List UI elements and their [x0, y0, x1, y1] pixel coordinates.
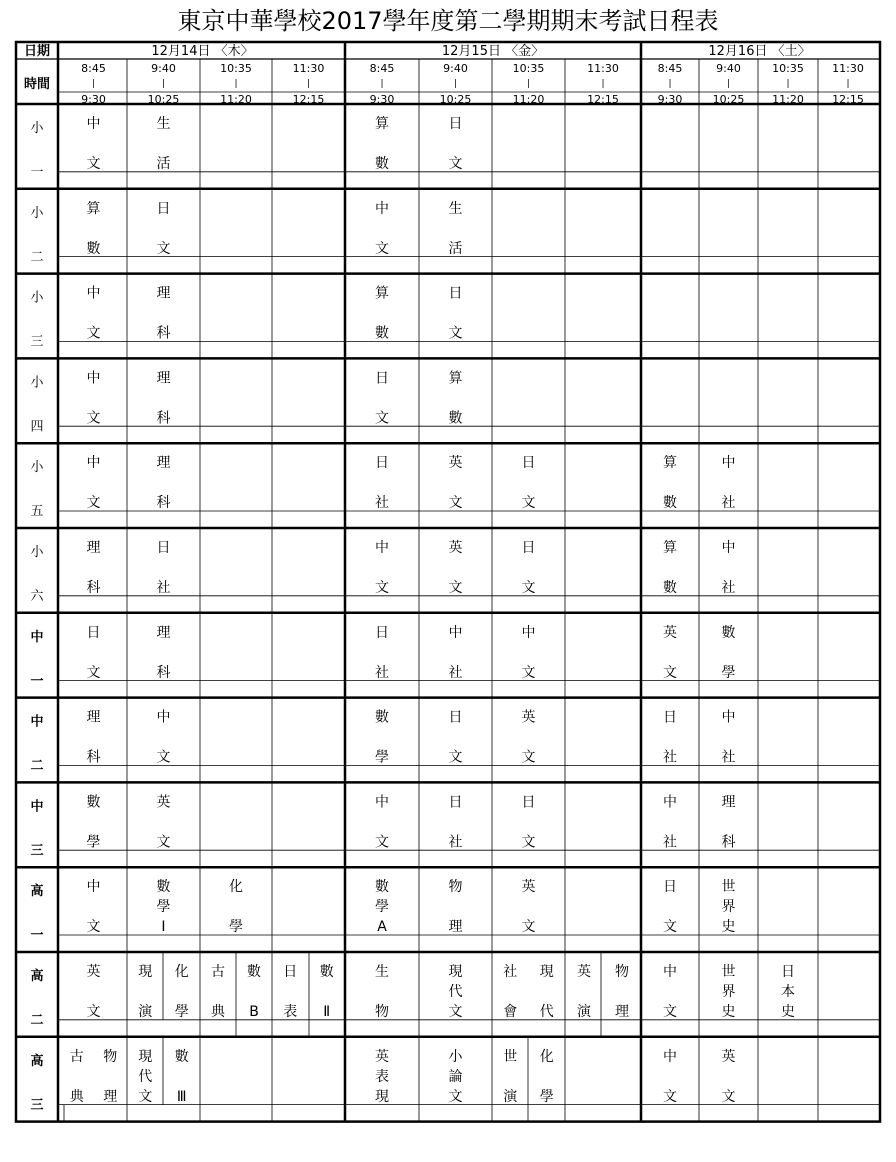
subject-char: 數	[375, 879, 389, 896]
subject-char: 物	[448, 879, 463, 896]
subject-char: 文	[138, 1088, 153, 1105]
subject-char: 中	[721, 455, 736, 472]
subject-char: 世	[721, 964, 736, 980]
subject-char: 文	[375, 410, 389, 427]
subject-char: 中	[86, 285, 101, 302]
slot-time-dash: |	[601, 79, 605, 89]
subject-char: 日	[448, 285, 463, 302]
subject-char: I	[161, 919, 166, 936]
subject-char: 本	[781, 984, 795, 1000]
subject-char: 現	[539, 964, 554, 980]
subject-char: 日	[156, 200, 171, 217]
subject-char: 日	[521, 794, 536, 811]
subject-char: 算	[663, 455, 677, 472]
slot-end-time: 12:15	[587, 93, 619, 106]
slot-time-dash: |	[453, 79, 458, 89]
subject-char: 代	[138, 1068, 153, 1085]
subject-char: 數	[375, 325, 389, 342]
subject-char: 文	[86, 156, 101, 172]
slot-time-dash: |	[786, 79, 790, 89]
subject-char: 文	[86, 1004, 101, 1020]
subject-char: 英	[448, 540, 463, 556]
subject-char: 代	[539, 1004, 554, 1020]
subject-char: 學	[156, 899, 171, 916]
subject-char: 社	[375, 495, 389, 512]
subject-char: 社	[721, 749, 736, 766]
subject-char: 化	[539, 1048, 554, 1065]
subject-char: 界	[721, 984, 736, 1000]
slot-end-time: 12:15	[292, 93, 325, 106]
subject-char: 日	[86, 624, 101, 641]
slot-start-time: 11:30	[292, 62, 325, 75]
slot-end-time: 11:20	[512, 93, 545, 106]
subject-char: 算	[375, 285, 389, 302]
grade-label: 小	[30, 205, 44, 221]
subject-char: 數	[375, 156, 389, 172]
subject-char: 英	[521, 709, 536, 726]
subject-char: 文	[663, 919, 677, 936]
subject-char: Ⅲ	[176, 1088, 187, 1105]
subject-char: 文	[156, 240, 171, 257]
subject-char: 史	[721, 1004, 736, 1020]
subject-char: 理	[103, 1088, 118, 1105]
subject-char: 現	[138, 964, 153, 980]
slot-end-time: 9:30	[657, 93, 683, 106]
subject-char: 理	[86, 540, 101, 556]
subject-char: 學	[375, 749, 389, 766]
grade-label: 二	[30, 249, 44, 265]
subject-char: 典	[211, 1004, 225, 1020]
subject-char: 日	[448, 116, 463, 132]
grade-label: 六	[30, 589, 44, 604]
subject-char: 理	[156, 455, 171, 472]
subject-char: 中	[86, 116, 101, 132]
subject-char: 化	[174, 964, 189, 980]
slot-start-time: 11:30	[832, 62, 864, 75]
subject-char: 日	[156, 540, 171, 556]
slot-end-time: 9:30	[81, 93, 106, 106]
subject-char: 文	[663, 1004, 677, 1020]
subject-char: 現	[375, 1088, 389, 1105]
subject-char: 小	[448, 1048, 463, 1065]
subject-char: 數	[448, 410, 463, 427]
subject-char: 日	[663, 709, 677, 726]
subject-char: 中	[663, 964, 677, 980]
subject-char: 理	[448, 919, 463, 936]
subject-char: 生	[156, 116, 171, 132]
slot-start-time: 8:45	[81, 62, 106, 75]
slot-time-dash: |	[161, 79, 166, 89]
page-title: 東京中華學校2017學年度第二學期期末考試日程表	[177, 7, 719, 35]
subject-char: 英	[375, 1048, 389, 1065]
slot-end-time: 9:30	[369, 93, 395, 106]
slot-time-dash: |	[846, 79, 850, 89]
subject-char: 文	[663, 664, 677, 681]
subject-char: 文	[521, 495, 536, 512]
subject-char: 英	[448, 455, 463, 472]
subject-char: 學	[721, 664, 736, 681]
subject-char: 日	[448, 709, 463, 726]
grade-label: 小	[30, 375, 44, 391]
subject-char: 理	[86, 709, 101, 726]
subject-char: 文	[86, 495, 101, 512]
subject-char: 文	[521, 834, 536, 851]
grade-label: 一	[30, 673, 44, 689]
grade-label: 中	[30, 714, 44, 730]
subject-char: 英	[86, 964, 101, 980]
subject-char: 生	[375, 964, 389, 980]
subject-char: 化	[229, 879, 243, 896]
grade-label: 高	[30, 969, 44, 984]
subject-char: 數	[319, 964, 334, 980]
subject-char: 理	[156, 624, 171, 641]
subject-char: 日	[521, 540, 536, 556]
subject-char: 英	[156, 794, 171, 811]
subject-char: 文	[721, 1088, 736, 1105]
subject-char: 科	[156, 495, 171, 512]
subject-char: 社	[663, 834, 677, 851]
subject-char: 表	[375, 1068, 389, 1085]
subject-char: 文	[375, 240, 389, 257]
subject-char: 中	[86, 455, 101, 472]
subject-char: 科	[156, 410, 171, 427]
subject-char: 數	[721, 624, 736, 641]
grade-label: 一	[30, 928, 44, 944]
subject-char: 古	[211, 964, 225, 980]
subject-char: 學	[86, 834, 101, 851]
subject-char: 文	[86, 410, 101, 427]
subject-char: 日	[283, 964, 298, 980]
subject-char: 社	[448, 664, 463, 681]
subject-char: 學	[539, 1088, 554, 1105]
subject-char: 史	[721, 919, 736, 936]
slot-start-time: 10:35	[220, 62, 252, 75]
subject-char: 物	[615, 964, 629, 980]
subject-char: 學	[375, 899, 389, 916]
subject-char: Ⅱ	[323, 1004, 331, 1020]
slot-time-dash: |	[726, 79, 731, 89]
subject-char: 中	[521, 624, 536, 641]
subject-char: 文	[521, 580, 536, 596]
subject-char: 中	[375, 540, 389, 556]
subject-char: 文	[521, 749, 536, 766]
subject-char: 中	[86, 879, 101, 896]
slot-time-dash: |	[380, 79, 384, 89]
slot-time-dash: |	[668, 79, 672, 89]
subject-char: 世	[721, 879, 736, 896]
subject-char: 演	[138, 1004, 153, 1020]
subject-char: 中	[721, 709, 736, 726]
subject-char: 文	[86, 664, 101, 681]
subject-char: 日	[663, 879, 677, 896]
subject-char: 現	[138, 1048, 153, 1065]
subject-char: 代	[448, 984, 463, 1000]
subject-char: 科	[156, 325, 171, 342]
grade-label: 二	[30, 758, 44, 774]
subject-char: 數	[663, 580, 677, 596]
slot-time-dash: |	[526, 79, 531, 89]
subject-char: 史	[781, 1004, 795, 1020]
grade-label: 中	[30, 629, 44, 645]
subject-char: 中	[448, 624, 463, 641]
grade-label: 五	[30, 504, 44, 520]
grade-label: 小	[30, 460, 44, 476]
subject-char: 中	[663, 794, 677, 811]
subject-char: 理	[156, 370, 171, 387]
subject-char: 社	[663, 749, 677, 766]
subject-char: 日	[375, 624, 389, 641]
subject-char: 文	[86, 919, 101, 936]
subject-char: 文	[448, 156, 463, 172]
subject-char: 數	[375, 709, 389, 726]
grade-label: 三	[30, 1097, 44, 1113]
day-header: 12月16日 〈土〉	[708, 44, 811, 59]
subject-char: 文	[663, 1088, 677, 1105]
subject-char: 古	[69, 1048, 84, 1065]
subject-char: 會	[503, 1004, 518, 1020]
grade-label: 高	[30, 1053, 44, 1069]
grade-label: 三	[30, 334, 44, 350]
subject-char: 社	[721, 580, 736, 596]
slot-start-time: 9:40	[151, 62, 176, 75]
subject-char: 活	[156, 156, 171, 172]
subject-char: 生	[448, 200, 463, 217]
subject-char: 世	[503, 1048, 518, 1065]
slot-time-dash: |	[91, 79, 96, 89]
subject-char: 表	[283, 1004, 298, 1020]
subject-char: 文	[448, 1088, 463, 1105]
subject-char: 社	[375, 664, 389, 681]
subject-char: 活	[448, 240, 463, 257]
subject-char: 文	[375, 580, 389, 596]
slot-start-time: 9:40	[443, 62, 468, 75]
slot-start-time: 8:45	[657, 62, 683, 75]
slot-end-time: 10:25	[147, 93, 180, 106]
subject-char: 社	[721, 495, 736, 512]
subject-char: 中	[375, 200, 389, 217]
slot-start-time: 10:35	[772, 62, 804, 75]
subject-char: 算	[663, 540, 677, 556]
subject-char: 中	[156, 709, 171, 726]
subject-char: 理	[721, 794, 736, 811]
slot-start-time: 8:45	[369, 62, 395, 75]
slot-time-dash: |	[234, 79, 238, 89]
grade-label: 一	[30, 165, 44, 180]
grade-label: 高	[30, 884, 44, 900]
subject-char: 文	[448, 325, 463, 342]
subject-char: 科	[86, 580, 101, 596]
subject-char: 現	[448, 964, 463, 980]
subject-char: 論	[448, 1068, 463, 1085]
subject-char: 文	[521, 919, 536, 936]
subject-char: 文	[86, 325, 101, 342]
subject-char: A	[377, 919, 387, 936]
slot-end-time: 12:15	[832, 93, 864, 106]
date-label: 日期	[23, 44, 51, 59]
slot-start-time: 11:30	[587, 62, 619, 75]
subject-char: 文	[448, 1004, 463, 1020]
grade-label: 小	[30, 121, 44, 136]
subject-char: 科	[86, 749, 101, 766]
subject-char: 物	[375, 1004, 389, 1020]
subject-char: 中	[721, 540, 736, 556]
subject-char: 中	[663, 1048, 677, 1065]
subject-char: B	[249, 1004, 259, 1020]
slot-end-time: 10:25	[712, 93, 745, 106]
subject-char: 文	[448, 580, 463, 596]
slot-end-time: 11:20	[220, 93, 252, 106]
grade-label: 中	[30, 799, 44, 815]
subject-char: 演	[503, 1088, 518, 1105]
subject-char: 中	[86, 370, 101, 387]
subject-char: 數	[247, 964, 261, 980]
subject-char: 學	[174, 1004, 189, 1020]
subject-char: 英	[577, 964, 591, 980]
grade-label: 二	[30, 1013, 44, 1028]
grade-label: 三	[30, 843, 44, 859]
subject-char: 日	[521, 455, 536, 472]
time-label: 時間	[23, 77, 51, 92]
subject-char: 典	[69, 1088, 84, 1105]
subject-char: 英	[663, 624, 677, 641]
subject-char: 數	[174, 1048, 189, 1065]
subject-char: 文	[448, 749, 463, 766]
grade-label: 四	[30, 419, 44, 435]
grade-label: 小	[30, 545, 44, 560]
subject-char: 文	[521, 664, 536, 681]
subject-char: 演	[577, 1004, 591, 1020]
subject-char: 科	[721, 834, 736, 851]
subject-char: 算	[448, 370, 463, 387]
slot-start-time: 9:40	[716, 62, 741, 75]
subject-char: 數	[156, 879, 171, 896]
slot-end-time: 11:20	[772, 93, 804, 106]
subject-char: 算	[375, 116, 389, 132]
subject-char: 文	[448, 495, 463, 512]
subject-char: 英	[721, 1048, 736, 1065]
subject-char: 日	[448, 794, 463, 811]
subject-char: 中	[375, 794, 389, 811]
subject-char: 物	[103, 1048, 118, 1065]
subject-char: 社	[448, 834, 463, 851]
grade-label: 小	[30, 290, 44, 306]
subject-char: 文	[375, 834, 389, 851]
subject-char: 日	[375, 370, 389, 387]
subject-char: 界	[721, 899, 736, 916]
subject-char: 算	[86, 200, 101, 217]
subject-char: 學	[229, 919, 243, 936]
subject-char: 科	[156, 664, 171, 681]
slot-start-time: 10:35	[512, 62, 545, 75]
subject-char: 日	[781, 964, 795, 980]
subject-char: 理	[615, 1004, 629, 1020]
subject-char: 社	[503, 964, 518, 980]
subject-char: 數	[663, 495, 677, 512]
subject-char: 文	[156, 749, 171, 766]
slot-time-dash: |	[306, 79, 311, 89]
subject-char: 數	[86, 240, 101, 257]
slot-end-time: 10:25	[439, 93, 472, 106]
day-header: 12月15日 〈金〉	[441, 44, 545, 59]
subject-char: 文	[156, 834, 171, 851]
day-header: 12月14日 〈木〉	[151, 44, 254, 59]
subject-char: 數	[86, 794, 101, 811]
subject-char: 社	[156, 580, 171, 596]
subject-char: 日	[375, 455, 389, 472]
subject-char: 英	[521, 879, 536, 896]
subject-char: 理	[156, 285, 171, 302]
